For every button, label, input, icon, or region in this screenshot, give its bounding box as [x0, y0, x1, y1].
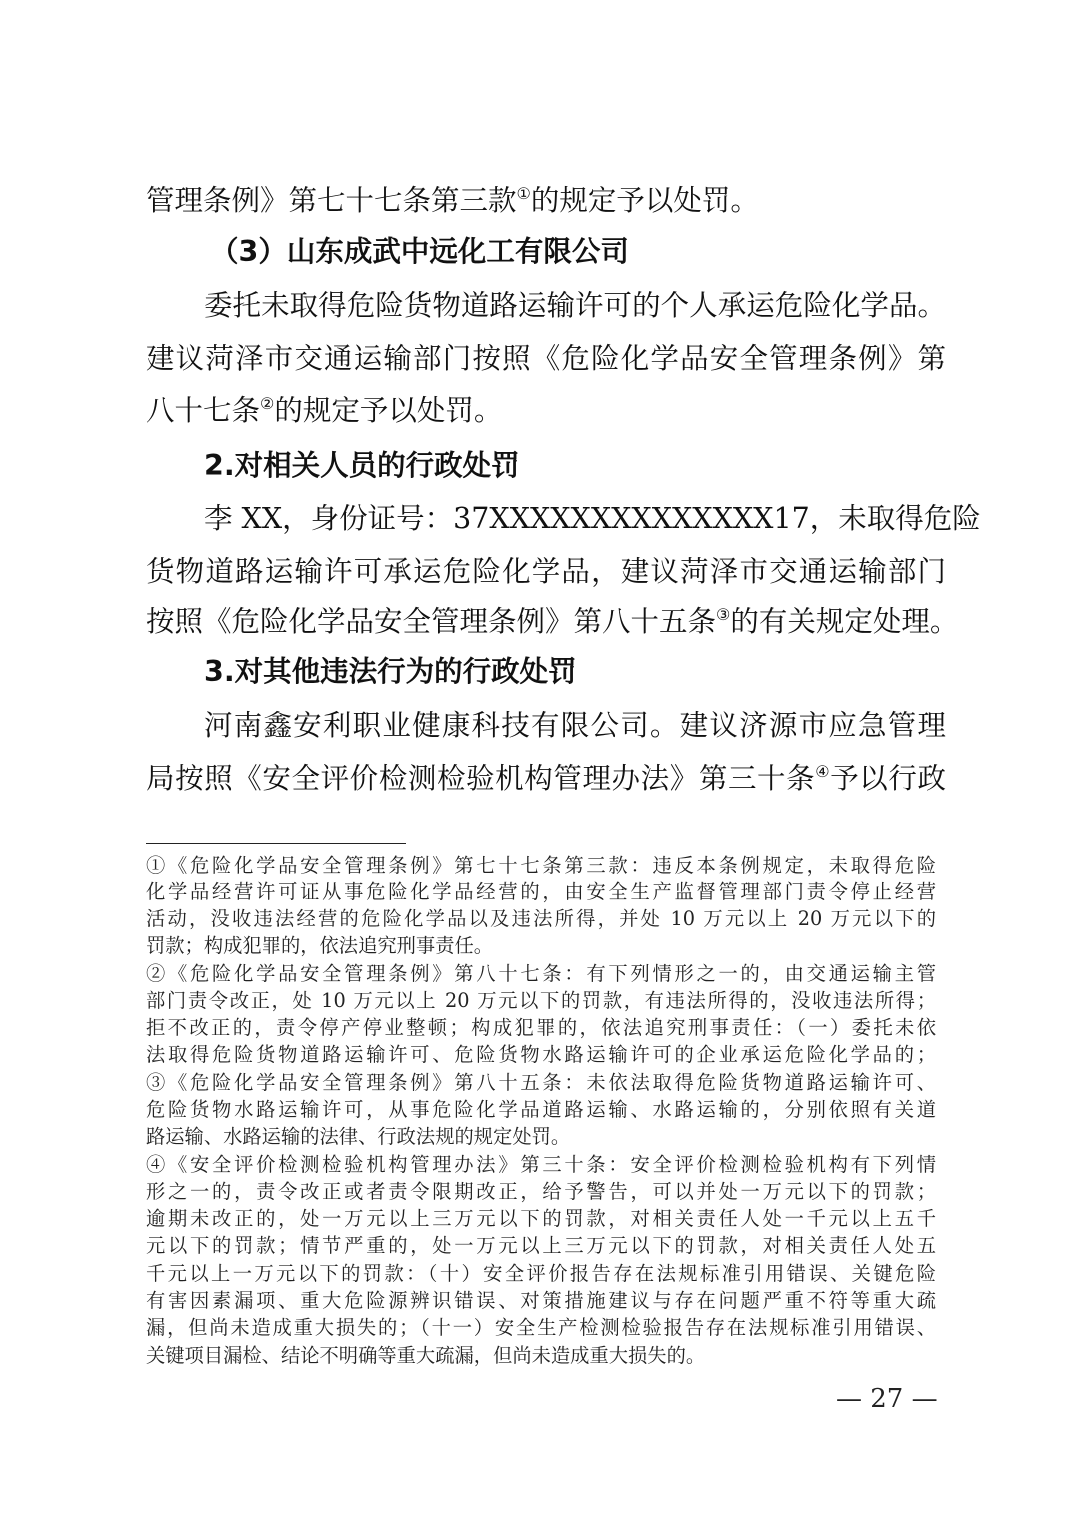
- text-run: 局按照《安全评价检测检验机构管理办法》第三十条: [146, 762, 816, 795]
- footnote-line: 活动，没收违法经营的危险化学品以及违法所得，并处 10 万元以上 20 万元以下的: [146, 907, 936, 930]
- footnote-ref-2: ②: [260, 394, 275, 413]
- footnote-line: ①《危险化学品安全管理条例》第七十七条第三款：违反本条例规定，未取得危险: [146, 854, 936, 877]
- footnote-line: ②《危险化学品安全管理条例》第八十七条：有下列情形之一的，由交通运输主管: [146, 962, 936, 985]
- body-line: 建议菏泽市交通运输部门按照《危险化学品安全管理条例》第: [146, 342, 946, 375]
- footnote-line: 法取得危险货物道路运输许可、危险货物水路运输许可的企业承运危险化学品的；: [146, 1043, 936, 1066]
- text-run: 八十七条: [146, 394, 261, 427]
- footnote-line: 危险货物水路运输许可，从事危险化学品道路运输、水路运输的，分别依照有关道: [146, 1098, 936, 1121]
- footnote-separator: [146, 843, 406, 844]
- text-run: 的规定予以处罚。: [274, 394, 503, 427]
- body-line: 李 XX，身份证号：37XXXXXXXXXXXXXX17，未取得危险: [204, 502, 981, 535]
- footnote-line: 罚款；构成犯罪的，依法追究刑事责任。: [146, 934, 494, 957]
- footnote-line: 形之一的，责令改正或者责令限期改正，给予警告，可以并处一万元以下的罚款；: [146, 1180, 936, 1203]
- text-run: 按照《危险化学品安全管理条例》第八十五条: [146, 605, 717, 638]
- footnote-line: 路运输、水路运输的法律、行政法规的规定处罚。: [146, 1125, 571, 1148]
- text-run: 予以行政: [830, 762, 946, 795]
- body-line: 河南鑫安利职业健康科技有限公司。建议济源市应急管理: [204, 709, 946, 742]
- text-run: 的规定予以处罚。: [530, 184, 759, 217]
- footnote-line: 有害因素漏项、重大危险源辨识错误、对策措施建议与存在问题严重不符等重大疏: [146, 1289, 936, 1312]
- footnote-line: 千元以上一万元以下的罚款：（十）安全评价报告存在法规标准引用错误、关键危险: [146, 1262, 936, 1285]
- footnote-line: 化学品经营许可证从事危险化学品经营的，由安全生产监督管理部门责令停止经营: [146, 880, 936, 903]
- footnote-line: 元以下的罚款；情节严重的，处一万元以上三万元以下的罚款，对相关责任人处五: [146, 1234, 936, 1257]
- footnote-line: 关键项目漏检、结论不明确等重大疏漏，但尚未造成重大损失的。: [146, 1344, 706, 1367]
- footnote-ref-3: ③: [716, 605, 731, 624]
- body-line: [146, 605, 959, 638]
- body-line: [146, 762, 946, 795]
- body-line: [146, 394, 946, 427]
- body-line: 货物道路运输许可承运危险化学品，建议菏泽市交通运输部门: [146, 555, 946, 588]
- footnote-line: 漏，但尚未造成重大损失的；（十一）安全生产检测检验报告存在法规标准引用错误、: [146, 1316, 936, 1339]
- body-line: [146, 184, 946, 217]
- footnote-line: ④《安全评价检测检验机构管理办法》第三十条：安全评价检测检验机构有下列情: [146, 1153, 936, 1176]
- body-line: 委托未取得危险货物道路运输许可的个人承运危险化学品。: [204, 289, 946, 322]
- footnote-ref-4: ④: [815, 762, 831, 781]
- footnote-line: 拒不改正的，责令停产停业整顿；构成犯罪的，依法追究刑事责任：（一）委托未依: [146, 1016, 936, 1039]
- footnote-line: 部门责令改正，处 10 万元以上 20 万元以下的罚款，有违法所得的，没收违法所得；: [146, 989, 936, 1012]
- footnote-ref-1: ①: [516, 184, 531, 203]
- text-run: 的有关规定处理。: [730, 605, 959, 638]
- footnote-line: 逾期未改正的，处一万元以上三万元以下的罚款，对相关责任人处一千元以上五千: [146, 1207, 936, 1230]
- page-number: — 27 —: [836, 1384, 938, 1414]
- section-heading: 3.对其他违法行为的行政处罚: [204, 655, 577, 688]
- text-run: 管理条例》第七十七条第三款: [146, 184, 517, 217]
- section-heading: 2.对相关人员的行政处罚: [204, 449, 520, 482]
- footnote-line: ③《危险化学品安全管理条例》第八十五条：未依法取得危险货物道路运输许可、: [146, 1071, 936, 1094]
- subsection-heading: （3）山东成武中远化工有限公司: [210, 235, 629, 268]
